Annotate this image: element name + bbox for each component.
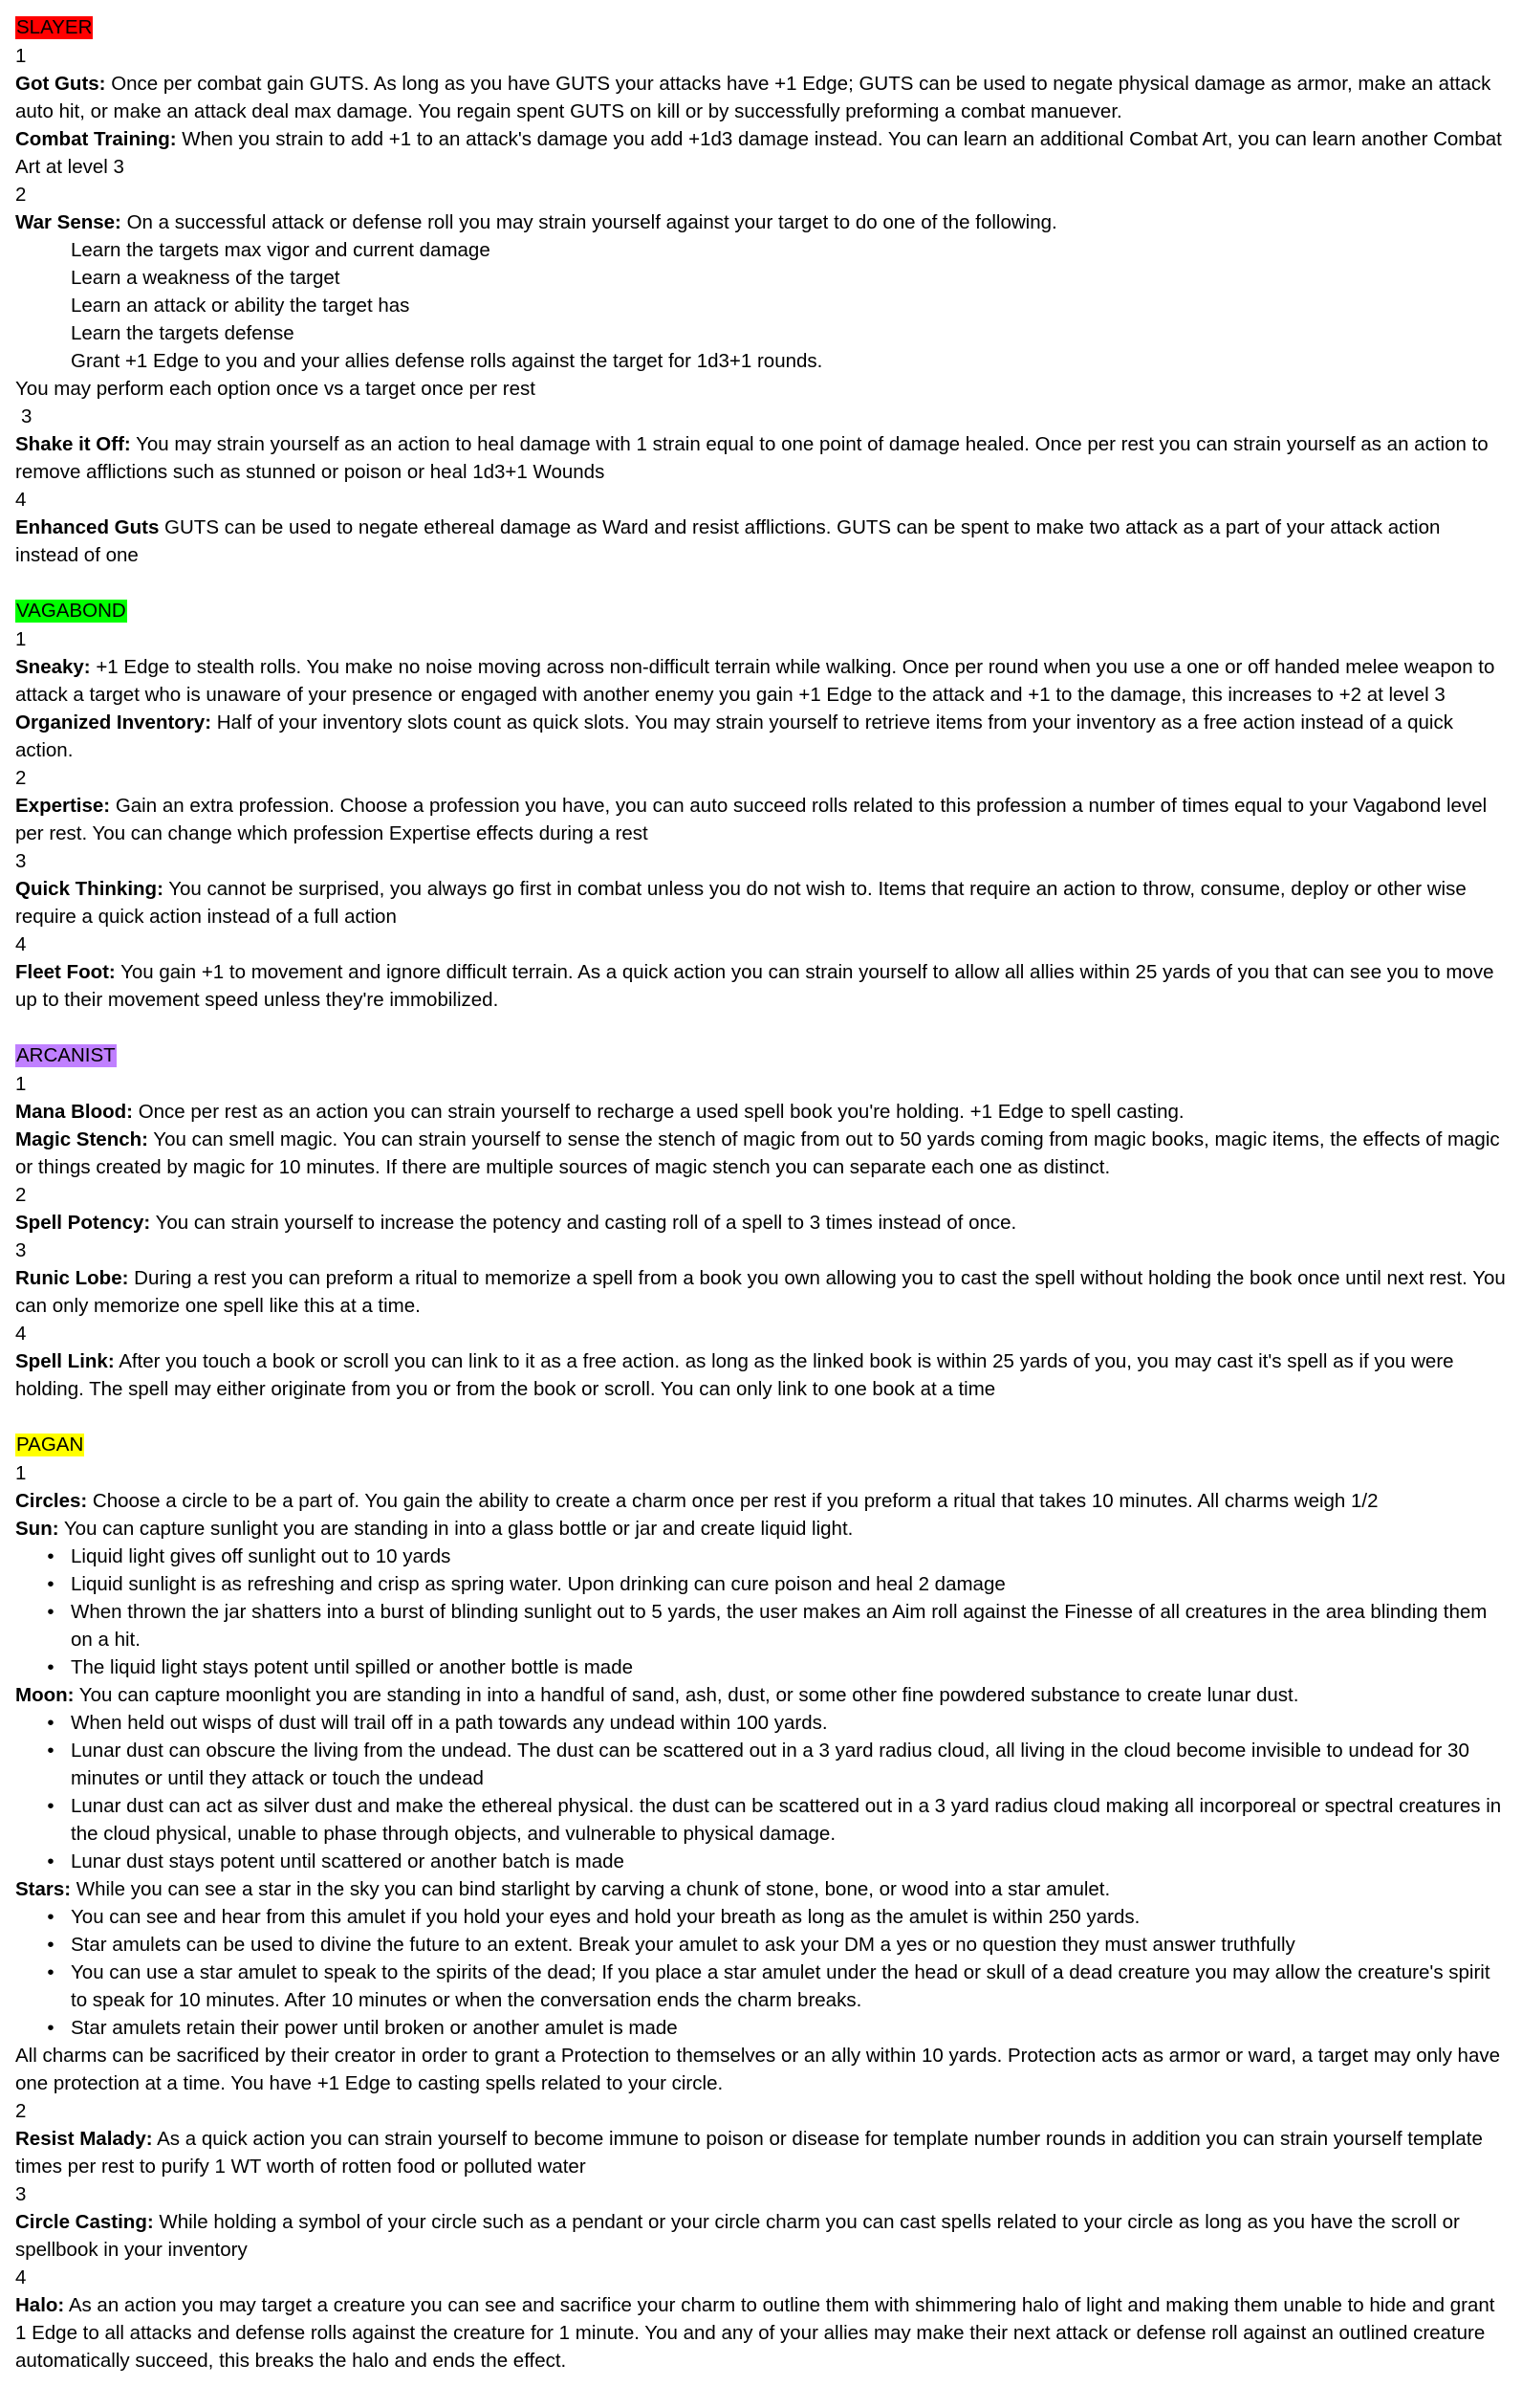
ability-name: Organized Inventory: xyxy=(15,711,212,733)
list-item xyxy=(15,1959,1507,2014)
ability-text: Gain an extra profession. Choose a profession you have, you can auto succeed rolls related to this profession a number of times equal to your Vagabond level per rest. You can change which profession Expertise effects during a rest xyxy=(15,795,1488,844)
war-sense-option: Learn the targets defense xyxy=(71,322,294,344)
ability-name: Shake it Off: xyxy=(15,433,131,455)
ability-text: When you strain to add +1 to an attack's damage you add +1d3 damage instead. You can learn an additional Combat Art, you can learn another Combat Art at level 3 xyxy=(15,128,1502,178)
ability-text: Choose a circle to be a part of. You gain the ability to create a charm once per rest if you preform a ritual that takes 10 minutes. All charms weigh 1/2 xyxy=(87,1490,1379,1512)
circle-text: You can capture moonlight you are standing in into a handful of sand, ash, dust, or some other fine powdered substance to create lunar dust. xyxy=(74,1684,1299,1706)
list-item-text: When held out wisps of dust will trail off in a path towards any undead within 100 yards. xyxy=(71,1712,828,1734)
section-pagan xyxy=(15,1431,1507,2375)
ability-organized-inventory xyxy=(15,709,1507,764)
ability-shake-it-off xyxy=(15,430,1507,486)
list-item xyxy=(15,1570,1507,1598)
list-item xyxy=(15,1543,1507,1570)
ability-name: Expertise: xyxy=(15,795,111,817)
list-item xyxy=(15,1792,1507,1848)
level-label: 3 xyxy=(21,405,33,427)
war-sense-option: Learn the targets max vigor and current damage xyxy=(71,239,490,261)
bullet-icon: • xyxy=(47,2017,54,2039)
bullet-icon: • xyxy=(47,1850,54,1872)
list-item-text: You can see and hear from this amulet if you hold your eyes and hold your breath as long as the amulet is within 250 yards. xyxy=(71,1906,1141,1928)
list-item-text: Lunar dust can act as silver dust and make the ethereal physical. the dust can be scattered out in a 3 yard radius cloud making all incorporeal or spectral creatures in the cloud physical, unable to phase through objects, and vulnerable to physical damage. xyxy=(71,1795,1502,1845)
list-item xyxy=(15,1903,1507,1931)
ability-runic-lobe xyxy=(15,1264,1507,1320)
ability-name: Halo: xyxy=(15,2294,65,2316)
ability-name: Sneaky: xyxy=(15,656,91,678)
charms-note: All charms can be sacrificed by their creator in order to grant a Protection to themselves or an ally within 10 yards. Protection acts as armor or ward, a target may only have one protection at a time. You have +1 Edge to casting spells related to your circle. xyxy=(15,2045,1501,2094)
list-item-text: You can use a star amulet to speak to the spirits of the dead; If you place a star amulet under the head or skull of a dead creature you may allow the creature's spirit to speak for 10 minutes. After 10 minutes or when the conversation ends the charm breaks. xyxy=(71,1961,1490,2011)
ability-text: After you touch a book or scroll you can link to it as a free action. as long as the linked book is within 25 yards of you, you may cast it's spell as if you were holding. The spell may either originate from you or from the book or scroll. You can only link to one book at a time xyxy=(15,1350,1454,1400)
section-vagabond xyxy=(15,597,1507,1014)
ability-text: +1 Edge to stealth rolls. You make no noise moving across non-difficult terrain while walking. Once per round when you use a one or off handed melee weapon to attack a target who is unaware of your presence or engaged with another enemy you gain +1 Edge to the attack and +1 to the damage, this increases to +2 at level 3 xyxy=(15,656,1495,706)
ability-got-guts xyxy=(15,70,1507,125)
class-title-pagan: PAGAN xyxy=(16,1434,84,1456)
level-label: 4 xyxy=(15,1323,27,1345)
ability-text: Once per combat gain GUTS. As long as you have GUTS your attacks have +1 Edge; GUTS can be used to negate physical damage as armor, make an attack auto hit, or make an attack deal max damage. You regain spent GUTS on kill or by successfully preforming a combat manuever. xyxy=(15,73,1491,122)
ability-text: You can smell magic. You can strain yourself to sense the stench of magic from out to 50 yards coming from magic books, magic items, the effects of magic or things created by magic for 10 minutes. If there are multiple sources of magic stench you can separate each one as distinct. xyxy=(15,1128,1500,1178)
level-label: 2 xyxy=(15,2100,27,2122)
ability-name: Resist Malady: xyxy=(15,2128,153,2150)
ability-name: Got Guts: xyxy=(15,73,106,95)
ability-name: Fleet Foot: xyxy=(15,961,116,983)
circle-moon xyxy=(15,1681,1507,1709)
ability-combat-training xyxy=(15,125,1507,181)
list-item-text: Star amulets retain their power until broken or another amulet is made xyxy=(71,2017,678,2039)
level-label: 1 xyxy=(15,1462,27,1484)
ability-sneaky xyxy=(15,653,1507,709)
bullet-icon: • xyxy=(47,1712,54,1734)
level-label: 2 xyxy=(15,184,27,206)
ability-name: Spell Potency: xyxy=(15,1212,151,1234)
level-label: 4 xyxy=(15,489,27,511)
war-sense-option: Grant +1 Edge to you and your allies defense rolls against the target for 1d3+1 rounds. xyxy=(71,350,823,372)
bullet-icon: • xyxy=(47,1740,54,1762)
class-title-vagabond: VAGABOND xyxy=(16,600,126,622)
ability-name: Quick Thinking: xyxy=(15,878,163,900)
ability-name: Combat Training: xyxy=(15,128,177,150)
bullet-icon: • xyxy=(47,1573,54,1595)
level-label: 2 xyxy=(15,767,27,789)
bullet-icon: • xyxy=(47,1545,54,1567)
list-item-text: The liquid light stays potent until spilled or another bottle is made xyxy=(71,1656,634,1678)
ability-spell-link xyxy=(15,1347,1507,1403)
bullet-icon: • xyxy=(47,1795,54,1817)
level-label: 2 xyxy=(15,1184,27,1206)
class-title-slayer: SLAYER xyxy=(16,16,93,38)
circle-name: Sun: xyxy=(15,1518,59,1540)
ability-text: While holding a symbol of your circle such as a pendant or your circle charm you can cast spells related to your circle as long as you have the scroll or spellbook in your inventory xyxy=(15,2211,1460,2261)
ability-name: Magic Stench: xyxy=(15,1128,148,1150)
level-label: 1 xyxy=(15,1073,27,1095)
list-item-text: Liquid light gives off sunlight out to 10 yards xyxy=(71,1545,451,1567)
list-item-text: Lunar dust can obscure the living from the undead. The dust can be scattered out in a 3 yard radius cloud, all living in the cloud become invisible to undead for 30 minutes or until they attack or touch the undead xyxy=(71,1740,1469,1789)
ability-text: As an action you may target a creature you can see and sacrifice your charm to outline them with shimmering halo of light and making them unable to hide and grant 1 Edge to all attacks and defense rolls against the creature for 1 minute. You and any of your allies may make their next attack or defense roll against an outlined creature automatically succeed, this breaks the halo and ends the effect. xyxy=(15,2294,1495,2372)
ability-text: You may strain yourself as an action to heal damage with 1 strain equal to one point of damage healed. Once per rest you can strain yourself as an action to remove afflictions such as stunned or poison or heal 1d3+1 Wounds xyxy=(15,433,1489,483)
ability-name: Spell Link: xyxy=(15,1350,115,1372)
war-sense-option: Learn a weakness of the target xyxy=(71,267,340,289)
ability-text: You can strain yourself to increase the potency and casting roll of a spell to 3 times instead of once. xyxy=(150,1212,1017,1234)
ability-mana-blood xyxy=(15,1098,1507,1126)
list-item xyxy=(15,1737,1507,1792)
bullet-icon: • xyxy=(47,1906,54,1928)
war-sense-option: Learn an attack or ability the target has xyxy=(71,295,410,317)
ability-text: GUTS can be used to negate ethereal damage as Ward and resist afflictions. GUTS can be spent to make two attack as a part of your attack action instead of one xyxy=(15,516,1441,566)
ability-name: Circle Casting: xyxy=(15,2211,154,2233)
list-item-text: Liquid sunlight is as refreshing and crisp as spring water. Upon drinking can cure poison and heal 2 damage xyxy=(71,1573,1006,1595)
moon-bullet-list xyxy=(15,1709,1507,1875)
ability-spell-potency xyxy=(15,1209,1507,1237)
ability-text: During a rest you can preform a ritual to memorize a spell from a book you own allowing you to cast the spell without holding the book once until next rest. You can only memorize one spell like this at a time. xyxy=(15,1267,1506,1317)
class-title-arcanist: ARCANIST xyxy=(16,1044,116,1066)
ability-resist-malady xyxy=(15,2125,1507,2180)
list-item xyxy=(15,1598,1507,1653)
ability-name: Runic Lobe: xyxy=(15,1267,129,1289)
list-item xyxy=(15,1848,1507,1875)
ability-text: You cannot be surprised, you always go first in combat unless you do not wish to. Items that require an action to throw, consume, deploy or other wise require a quick action instead of a full action xyxy=(15,878,1467,928)
circle-text: While you can see a star in the sky you can bind starlight by carving a chunk of stone, bone, or wood into a star amulet. xyxy=(71,1878,1111,1900)
ability-name: Circles: xyxy=(15,1490,88,1512)
ability-enhanced-guts xyxy=(15,514,1507,569)
bullet-icon: • xyxy=(47,1934,54,1956)
war-sense-note: You may perform each option once vs a target once per rest xyxy=(15,378,535,400)
ability-fleet-foot xyxy=(15,958,1507,1014)
stars-bullet-list xyxy=(15,1903,1507,2042)
ability-quick-thinking xyxy=(15,875,1507,930)
ability-text: You gain +1 to movement and ignore difficult terrain. As a quick action you can strain yourself to allow all allies within 25 yards of you that can see you to move up to their movement speed unless they're immobilized. xyxy=(15,961,1494,1011)
sun-bullet-list xyxy=(15,1543,1507,1681)
list-item-text: Star amulets can be used to divine the future to an extent. Break your amulet to ask your DM a yes or no question they must answer truthfully xyxy=(71,1934,1295,1956)
ability-name: Mana Blood: xyxy=(15,1101,133,1123)
list-item xyxy=(15,2014,1507,2042)
ability-name: War Sense: xyxy=(15,211,121,233)
level-label: 1 xyxy=(15,628,27,650)
list-item xyxy=(15,1709,1507,1737)
list-item-text: Lunar dust stays potent until scattered or another batch is made xyxy=(71,1850,624,1872)
ability-magic-stench xyxy=(15,1126,1507,1181)
level-label: 4 xyxy=(15,2266,27,2288)
ability-name: Enhanced Guts xyxy=(15,516,160,538)
list-item xyxy=(15,1931,1507,1959)
ability-circles xyxy=(15,1487,1507,1515)
ability-circle-casting xyxy=(15,2208,1507,2264)
ability-text: On a successful attack or defense roll you may strain yourself against your target to do one of the following. xyxy=(120,211,1057,233)
level-label: 3 xyxy=(15,1239,27,1261)
bullet-icon: • xyxy=(47,1961,54,1983)
section-slayer xyxy=(15,13,1507,569)
ability-halo xyxy=(15,2291,1507,2375)
list-item xyxy=(15,1653,1507,1681)
circle-stars xyxy=(15,1875,1507,1903)
ability-text: Once per rest as an action you can strain yourself to recharge a used spell book you're holding. +1 Edge to spell casting. xyxy=(133,1101,1185,1123)
bullet-icon: • xyxy=(47,1656,54,1678)
list-item-text: When thrown the jar shatters into a burst of blinding sunlight out to 5 yards, the user makes an Aim roll against the Finesse of all creatures in the area blinding them on a hit. xyxy=(71,1601,1488,1651)
ability-text: Half of your inventory slots count as quick slots. You may strain yourself to retrieve items from your inventory as a free action instead of a quick action. xyxy=(15,711,1453,761)
level-label: 3 xyxy=(15,850,27,872)
circle-name: Stars: xyxy=(15,1878,72,1900)
bullet-icon: • xyxy=(47,1601,54,1623)
circle-name: Moon: xyxy=(15,1684,75,1706)
level-label: 4 xyxy=(15,933,27,955)
level-label: 1 xyxy=(15,45,27,67)
level-label: 3 xyxy=(15,2183,27,2205)
ability-war-sense xyxy=(15,208,1507,236)
circle-text: You can capture sunlight you are standing in into a glass bottle or jar and create liquid light. xyxy=(58,1518,854,1540)
ability-text: As a quick action you can strain yourself to become immune to poison or disease for template number rounds in addition you can strain yourself template times per rest to purify 1 WT worth of rotten food or polluted water xyxy=(15,2128,1483,2178)
section-arcanist xyxy=(15,1041,1507,1403)
ability-expertise xyxy=(15,792,1507,847)
circle-sun xyxy=(15,1515,1507,1543)
